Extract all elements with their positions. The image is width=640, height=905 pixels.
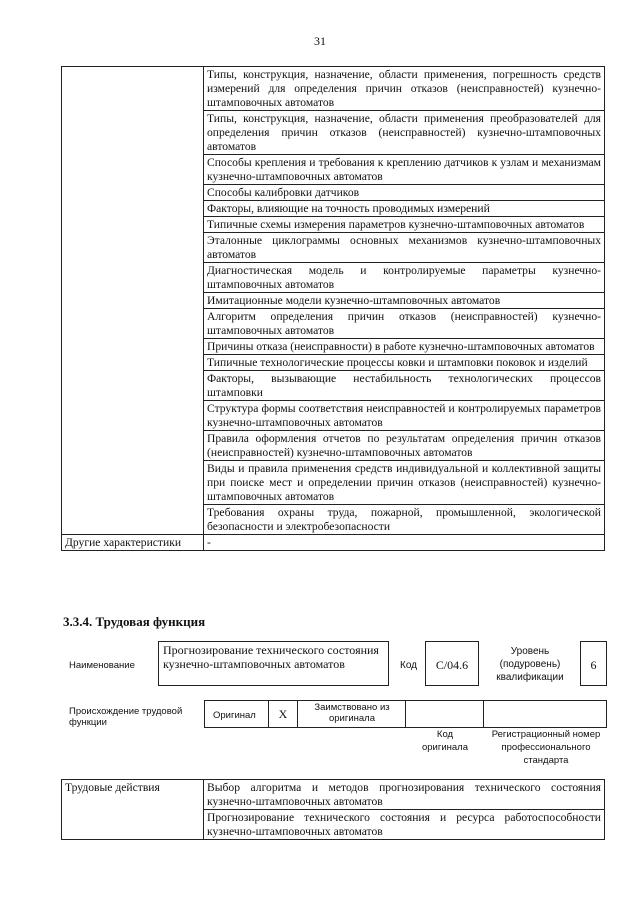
- origin-label: Происхождение трудовой функции: [69, 706, 183, 728]
- knowledge-text: Алгоритм определения причин отказов (неисправностей) кузнечно-штамповочных автоматов: [207, 310, 601, 337]
- knowledge-cell: [204, 293, 605, 309]
- knowledge-cell: [204, 111, 605, 155]
- knowledge-text: Имитационные модели кузнечно-штамповочных автоматов: [207, 294, 501, 307]
- table-row: [62, 535, 605, 551]
- knowledge-text: Типичные схемы измерения параметров кузнечно-штамповочных автоматов: [207, 218, 585, 231]
- knowledge-cell: [204, 263, 605, 293]
- table-row: [62, 780, 605, 810]
- labor-action-cell: [204, 810, 605, 840]
- knowledge-table-body: [62, 67, 605, 551]
- knowledge-cell: [204, 185, 605, 201]
- table-row: [62, 67, 605, 111]
- other-characteristics-label: Другие характеристики: [62, 535, 204, 551]
- level-label: Уровень (подуровень) квалификации: [496, 646, 564, 683]
- borrowed-label: Заимствовано из оригинала: [314, 702, 390, 724]
- knowledge-text: Виды и правила применения средств индивидуальной и коллективной защиты при поиске мест и определении причин отказов (неисправностей) кузнечно-штамповочных автоматов: [207, 462, 601, 503]
- knowledge-text: Структура формы соответствия неисправностей и контролируемых параметров кузнечно-штамповочных автоматов: [207, 402, 601, 429]
- knowledge-text: Способы калибровки датчиков: [207, 186, 360, 199]
- knowledge-text: Правила оформления отчетов по результатам определения причин отказов (неисправностей) кузнечно-штамповочных автоматов: [207, 432, 601, 459]
- reg-caption: Регистрационный номер профессионального стандарта: [491, 729, 601, 766]
- knowledge-text: Типы, конструкция, назначение, области применения преобразователей для определения причин отказов (неисправностей) кузнечно-штамповочных автоматов: [207, 112, 601, 153]
- knowledge-cell: [204, 505, 605, 535]
- knowledge-cell: [204, 233, 605, 263]
- knowledge-cell: [204, 201, 605, 217]
- knowledge-cell: [204, 401, 605, 431]
- knowledge-text: Причины отказа (неисправности) в работе кузнечно-штамповочных автоматов: [207, 340, 595, 353]
- function-name: Прогнозирование технического состояния кузнечно-штамповочных автоматов: [163, 643, 379, 671]
- original-mark-box: [268, 700, 298, 728]
- labor-action-cell: [204, 780, 605, 810]
- knowledge-text: Типичные технологические процессы ковки и штамповки поковок и изделий: [207, 356, 588, 369]
- knowledge-text: Факторы, влияющие на точность проводимых измерений: [207, 202, 490, 215]
- knowledge-text: Факторы, вызывающие нестабильность технологических процессов штамповки: [207, 372, 601, 399]
- knowledge-text: Диагностическая модель и контролируемые параметры кузнечно-штамповочных автоматов: [207, 264, 601, 291]
- labor-action-text: Прогнозирование технического состояния и ресурса работоспособности кузнечно-штамповочных автоматов: [207, 811, 601, 838]
- knowledge-cell: [204, 355, 605, 371]
- labor-actions-label: Трудовые действия: [62, 780, 204, 840]
- knowledge-cell: [204, 461, 605, 505]
- labor-action-text: Выбор алгоритма и методов прогнозирования технического состояния кузнечно-штамповочных автоматов: [207, 781, 601, 808]
- origin-reg-box: [483, 700, 607, 728]
- knowledge-table: [61, 66, 605, 551]
- knowledge-cell: [204, 67, 605, 111]
- name-label: Наименование: [69, 660, 135, 671]
- knowledge-cell: [204, 431, 605, 461]
- page-number: 31: [314, 34, 326, 48]
- knowledge-cell: [204, 371, 605, 401]
- function-code-box: [425, 641, 479, 686]
- knowledge-cell: [204, 217, 605, 233]
- other-characteristics-value: -: [204, 535, 605, 551]
- original-mark: X: [278, 707, 288, 721]
- knowledge-text: Типы, конструкция, назначение, области применения, погрешность средств измерений для определения причин отказов (неисправностей) кузнечно-штамповочных автоматов: [207, 68, 601, 109]
- knowledge-cell: [204, 339, 605, 355]
- function-name-box: [158, 641, 389, 686]
- labor-actions-table: [61, 779, 605, 840]
- code-caption: Код оригинала: [421, 729, 468, 753]
- origin-code-box: [405, 700, 484, 728]
- code-label: Код: [400, 660, 418, 671]
- level-box: [580, 641, 607, 686]
- original-label: Оригинал: [213, 710, 256, 721]
- section-title: 3.3.4. Трудовая функция: [63, 614, 206, 629]
- knowledge-label-cell: [62, 67, 204, 535]
- knowledge-cell: [204, 309, 605, 339]
- knowledge-text: Эталонные циклограммы основных механизмов кузнечно-штамповочных автоматов: [207, 234, 601, 261]
- knowledge-cell: [204, 155, 605, 185]
- knowledge-text: Требования охраны труда, пожарной, промышленной, экологической безопасности и электробезопасности: [207, 506, 601, 533]
- function-code: С/04.6: [435, 658, 469, 672]
- knowledge-text: Способы крепления и требования к креплению датчиков к узлам и механизмам кузнечно-штамповочных автоматов: [207, 156, 601, 183]
- level-value: 6: [590, 658, 597, 672]
